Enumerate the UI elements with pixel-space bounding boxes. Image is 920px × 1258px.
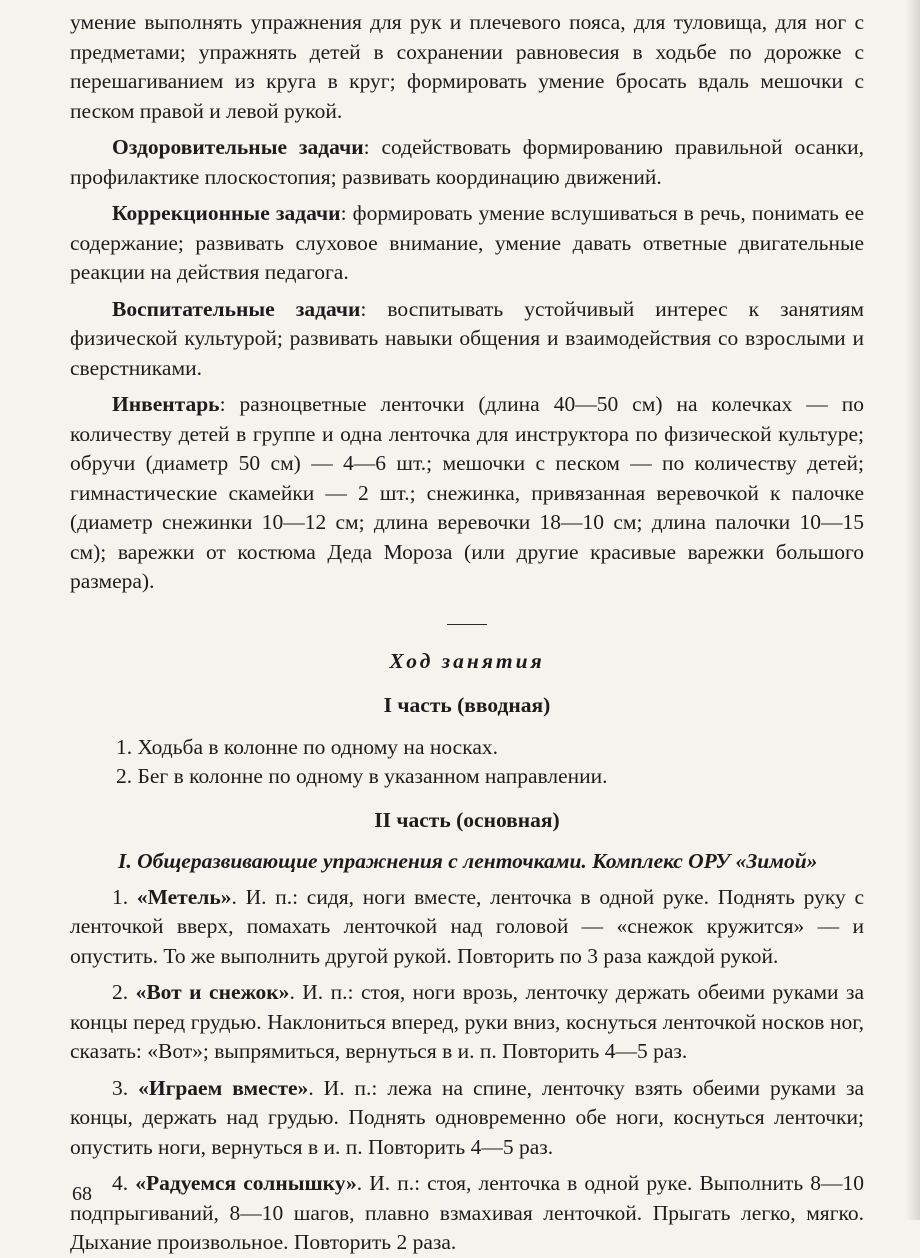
task-text: : содействовать формированию правильной осанки, профилактике плоскостопия; развивать координацию движений.: [70, 135, 864, 189]
exercise-number: 4.: [112, 1171, 136, 1195]
exercise-text: . И. п.: лежа на спине, ленточку взять обеими руками за концы, держать над грудью. Поднять одновременно обе ноги, коснуться ленточки; опустить ноги, вернуться в и. п. Повторить 4—5 раз.: [70, 1075, 864, 1159]
task-correction: [70, 199, 864, 288]
exercise-4: [70, 1169, 864, 1258]
exercise-number: 2.: [112, 980, 136, 1004]
list-item: 2. Бег в колонне по одному в указанном направлении.: [116, 764, 608, 788]
intro-paragraph: умение выполнять упражнения для рук и плечевого пояса, для туловища, для ног с предметами; упражнять детей в сохранении равновесия в ходьбе по дорожке с перешагиванием из круга в круг; формировать умение бросать вдаль мешочки с песком правой и левой рукой.: [70, 10, 864, 123]
exercise-number: 1.: [112, 884, 137, 909]
lesson-title: Ход занятия: [389, 648, 545, 673]
exercise-name: «Вот и снежок»: [135, 980, 290, 1004]
exercise-name: «Радуемся солнышку»: [135, 1171, 357, 1195]
part1-title: I часть (вводная): [383, 693, 551, 717]
exercise-name: «Метель»: [136, 884, 232, 909]
exercise-name: «Играем вместе»: [138, 1075, 309, 1100]
section-heading: I. Общеразвивающие упражнения с ленточками. Комплекс ОРУ «Зимой»: [118, 849, 818, 873]
part2-title: II часть (основная): [374, 807, 560, 832]
list-item: 1. Ходьба в колонне по одному на носках.: [116, 734, 498, 759]
exercise-3: [70, 1074, 864, 1163]
task-label: Коррекционные задачи: [112, 201, 341, 225]
task-inventory: [70, 390, 864, 597]
task-label: Оздоровительные задачи: [112, 135, 364, 159]
exercise-number: 3.: [112, 1075, 139, 1100]
page-edge-shadow: [906, 0, 920, 1220]
exercise-2: [70, 978, 864, 1067]
exercise-1: [70, 883, 864, 972]
task-label: Инвентарь: [112, 392, 220, 416]
task-text: : формировать умение вслушиваться в речь, понимать ее содержание; развивать слуховое внимание, умение давать ответные двигательные реакции на действия педагога.: [70, 201, 864, 284]
task-text: : воспитывать устойчивый интерес к занятиям физической культурой; развивать навыки общения и взаимодействия со взрослыми и сверстниками.: [70, 296, 864, 380]
section-divider: [447, 624, 487, 625]
page-text: [70, 8, 864, 1258]
exercise-text: . И. п.: стоя, ленточка в одной руке. Выполнить 8—10 подпрыгиваний, 8—10 шагов, плавно взмахивая ленточкой. Прыгать легко, мягко. Дыхание произвольное. Повторить 2 раза.: [70, 1171, 864, 1254]
task-health: [70, 133, 864, 192]
exercise-text: . И. п.: сидя, ноги вместе, ленточка в одной руке. Поднять руку с ленточкой вверх, помахать ленточкой над головой — «снежок кружится» — и опустить. То же выполнить другой рукой. Повторить по 3 раза каждой рукой.: [70, 884, 865, 968]
exercise-text: . И. п.: стоя, ноги врозь, ленточку держать обеими руками за концы перед грудью. Наклониться вперед, руки вниз, коснуться ленточкой носков ног, сказать: «Вот»; выпрямиться, вернуться в и. п. Повторить 4—5 раз.: [70, 980, 865, 1063]
task-text: : разноцветные ленточки (длина 40—50 см) на колечках — по количеству детей в группе и одна ленточка для инструктора по физической культуре; обручи (диаметр 50 см) — 4—6 шт.; мешочки с песком — по количеству детей; гимнастические скамейки — 2 шт.; снежинка, привязанная веревочкой к палочке (диаметр снежинки 10—12 см; длина веревочки 18—10 см; длина палочки 10—15 см); варежки от костюма Деда Мороза (или другие красивые варежки большого размера).: [70, 392, 864, 593]
task-education: [70, 295, 864, 384]
page-number: 68: [72, 1183, 92, 1205]
task-label: Воспитательные задачи: [112, 296, 361, 321]
